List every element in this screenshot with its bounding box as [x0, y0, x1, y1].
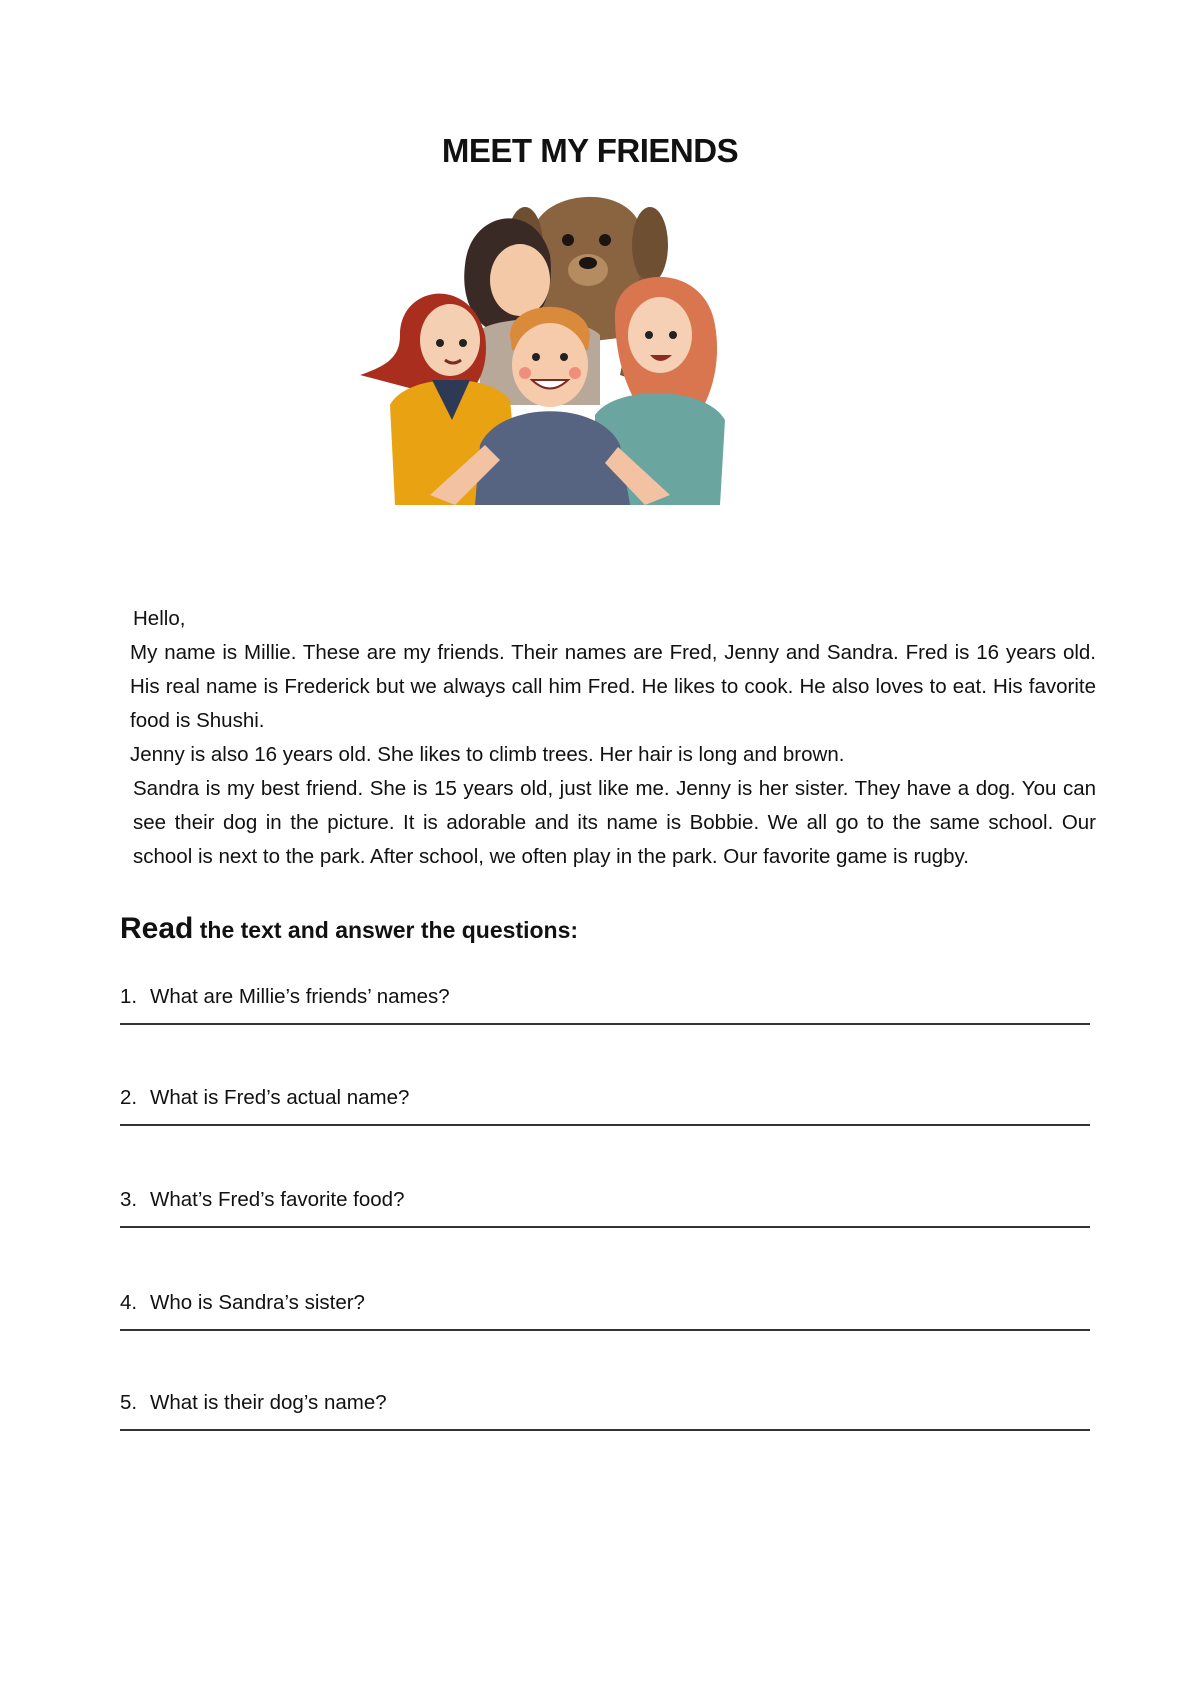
- answer-line[interactable]: [120, 1023, 1090, 1025]
- question-number: 2.: [120, 1086, 138, 1109]
- question-text: What are Millie’s friends’ names?: [150, 985, 450, 1008]
- instruction-rest: the text and answer the questions:: [193, 917, 579, 943]
- question-text: Who is Sandra’s sister?: [150, 1291, 365, 1314]
- question-text: What’s Fred’s favorite food?: [150, 1188, 405, 1211]
- answer-line[interactable]: [120, 1429, 1090, 1431]
- story-paragraph-3: Sandra is my best friend. She is 15 years old, just like me. Jenny is her sister. They have a dog. You can see their dog in the picture. It is adorable and its name is Bobbie. We all go to the same school. Our school is next to the park. After school, we often play in the park. Our favorite game is rugby.: [133, 777, 1096, 868]
- answer-line[interactable]: [120, 1124, 1090, 1126]
- question-text: What is their dog’s name?: [150, 1391, 387, 1414]
- page-title: MEET MY FRIENDS: [441, 132, 739, 169]
- instruction-heading: [120, 912, 578, 946]
- question-1: [120, 985, 1090, 1009]
- question-number: 5.: [120, 1391, 138, 1414]
- story-paragraph-1: My name is Millie. These are my friends. Their names are Fred, Jenny and Sandra. Fred is 16 years old. His real name is Frederick but we always call him Fred. He likes to cook. He also loves to eat. His favorite food is Shushi.: [130, 641, 1096, 732]
- question-number: 3.: [120, 1188, 138, 1211]
- instruction-first-word: Read: [120, 912, 194, 945]
- answer-line[interactable]: [120, 1226, 1090, 1228]
- question-4: [120, 1291, 1090, 1315]
- question-text: What is Fred’s actual name?: [150, 1086, 410, 1109]
- story-body: [130, 636, 1096, 874]
- friends-with-dog-illustration: [360, 185, 785, 550]
- answer-line[interactable]: [120, 1329, 1090, 1331]
- story-paragraph-2: Jenny is also 16 years old. She likes to climb trees. Her hair is long and brown.: [130, 743, 845, 766]
- question-number: 1.: [120, 985, 138, 1008]
- story-greeting: Hello,: [133, 607, 186, 630]
- question-number: 4.: [120, 1291, 138, 1314]
- story-text: [133, 602, 1096, 636]
- question-3: [120, 1188, 1090, 1212]
- question-5: [120, 1391, 1090, 1415]
- question-2: [120, 1086, 1090, 1110]
